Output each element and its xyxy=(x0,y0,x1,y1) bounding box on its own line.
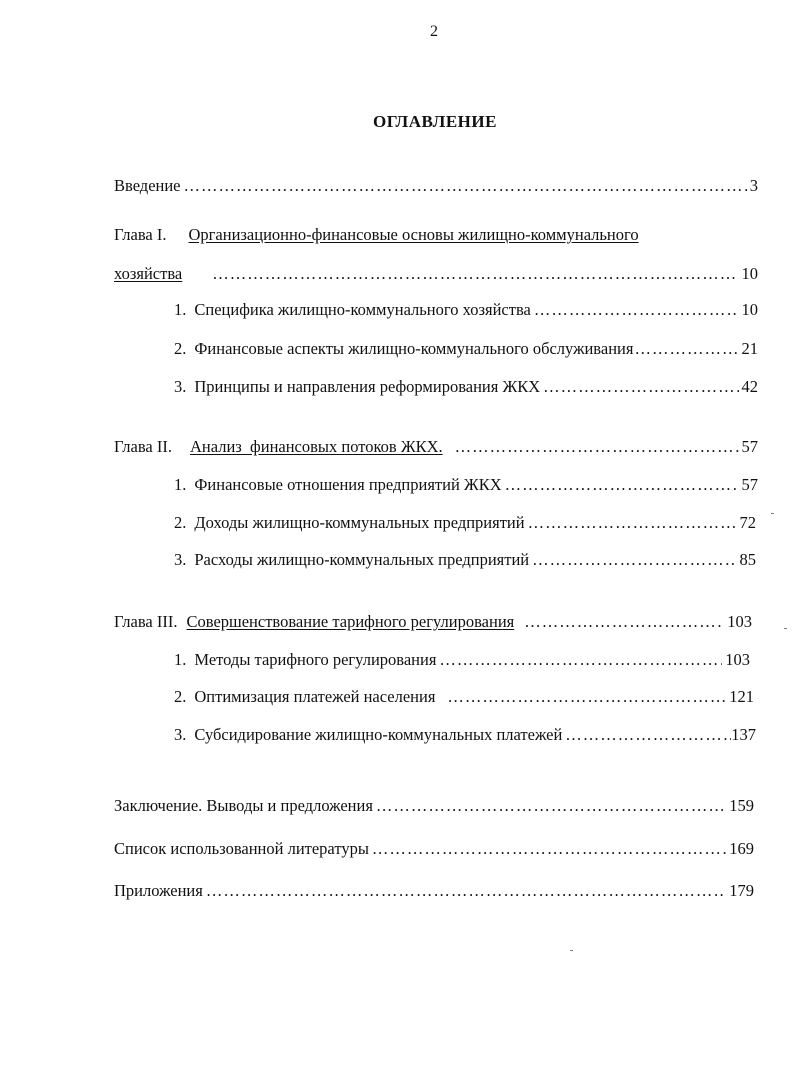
entry-page: 169 xyxy=(729,839,754,858)
entry-page: 179 xyxy=(729,881,754,900)
entry-page: 10 xyxy=(741,300,758,319)
leader-dots xyxy=(455,437,739,457)
chapter-prefix: Глава III. xyxy=(114,612,178,631)
chapter-1-heading-cont[interactable] xyxy=(114,264,758,284)
entry-page: 85 xyxy=(739,550,756,569)
section-number: 1. xyxy=(174,300,187,319)
entry-page: 21 xyxy=(741,339,758,358)
toc-entry-3-3[interactable] xyxy=(174,725,756,745)
leader-dots xyxy=(447,687,726,707)
chapter-3-heading[interactable] xyxy=(114,612,752,632)
entry-page: 137 xyxy=(731,725,756,744)
section-number: 1. xyxy=(174,475,187,494)
scan-speck xyxy=(570,950,573,951)
toc-entry-2-3[interactable] xyxy=(174,550,756,570)
chapter-title: Анализ финансовых потоков ЖКХ. xyxy=(190,437,443,456)
entry-page: 72 xyxy=(739,513,756,532)
toc-entry-1-3[interactable] xyxy=(174,377,758,397)
entry-label: Заключение. Выводы и предложения xyxy=(114,796,373,815)
entry-page: 57 xyxy=(741,437,758,456)
entry-label: Список использованной литературы xyxy=(114,839,369,858)
leader-dots xyxy=(634,339,739,359)
leader-dots xyxy=(212,264,738,284)
section-number: 2. xyxy=(174,513,187,532)
page-number: 2 xyxy=(430,23,438,40)
entry-page: 57 xyxy=(741,475,758,494)
entry-page: 42 xyxy=(741,377,758,396)
entry-label: Доходы жилищно-коммунальных предприятий xyxy=(194,513,525,532)
chapter-title-cont: хозяйства xyxy=(114,264,183,283)
leader-dots xyxy=(524,612,724,632)
toc-entry-3-2[interactable] xyxy=(174,687,754,707)
entry-page: 159 xyxy=(729,796,754,815)
toc-entry-bibliography[interactable] xyxy=(114,839,754,859)
leader-dots xyxy=(206,881,726,901)
toc-entry-1-1[interactable] xyxy=(174,300,758,320)
section-number: 2. xyxy=(174,687,187,706)
toc-entry-1-2[interactable] xyxy=(174,339,758,359)
entry-label: Расходы жилищно-коммунальных предприятий xyxy=(194,550,530,569)
leader-dots xyxy=(372,839,726,859)
entry-label: Специфика жилищно-коммунального хозяйства xyxy=(194,300,531,319)
entry-label: Финансовые аспекты жилищно-коммунального обслуживания xyxy=(194,339,634,358)
leader-dots xyxy=(532,550,736,570)
entry-label: Принципы и направления реформирования ЖКХ xyxy=(194,377,541,396)
scan-speck xyxy=(771,513,774,514)
chapter-title: Организационно-финансовые основы жилищно-коммунального xyxy=(188,225,639,244)
chapter-prefix: Глава I. xyxy=(114,225,167,244)
toc-title: ОГЛАВЛЕНИЕ xyxy=(373,112,497,131)
scan-speck xyxy=(784,628,787,629)
section-number: 3. xyxy=(174,377,187,396)
chapter-2-heading[interactable] xyxy=(114,437,758,457)
section-number: 3. xyxy=(174,725,187,744)
section-number: 1. xyxy=(174,650,187,669)
entry-page: 10 xyxy=(741,264,758,283)
entry-label: Оптимизация платежей населения xyxy=(194,687,436,706)
leader-dots xyxy=(439,650,722,670)
chapter-prefix: Глава II. xyxy=(114,437,172,456)
entry-page: 121 xyxy=(729,687,754,706)
section-number: 2. xyxy=(174,339,187,358)
chapter-title: Совершенствование тарифного регулирования xyxy=(186,612,515,631)
entry-page: 103 xyxy=(727,612,752,631)
toc-entry-appendices[interactable] xyxy=(114,881,754,901)
toc-entry-intro[interactable] xyxy=(114,176,758,196)
entry-label: Методы тарифного регулирования xyxy=(194,650,437,669)
entry-label: Субсидирование жилищно-коммунальных платежей xyxy=(194,725,563,744)
toc-entry-2-1[interactable] xyxy=(174,475,758,495)
leader-dots xyxy=(534,300,739,320)
entry-label: Приложения xyxy=(114,881,203,900)
entry-page: 103 xyxy=(725,650,750,669)
leader-dots xyxy=(543,377,738,397)
entry-label: Введение xyxy=(114,176,181,195)
leader-dots xyxy=(184,176,747,196)
toc-entry-3-1[interactable] xyxy=(174,650,750,670)
entry-label: Финансовые отношения предприятий ЖКХ xyxy=(194,475,502,494)
leader-dots xyxy=(376,796,726,816)
section-number: 3. xyxy=(174,550,187,569)
toc-entry-conclusion[interactable] xyxy=(114,796,754,816)
leader-dots xyxy=(565,725,731,745)
chapter-1-heading[interactable] xyxy=(114,225,639,245)
leader-dots xyxy=(505,475,739,495)
toc-entry-2-2[interactable] xyxy=(174,513,756,533)
entry-page: 3 xyxy=(749,176,758,195)
leader-dots xyxy=(528,513,737,533)
